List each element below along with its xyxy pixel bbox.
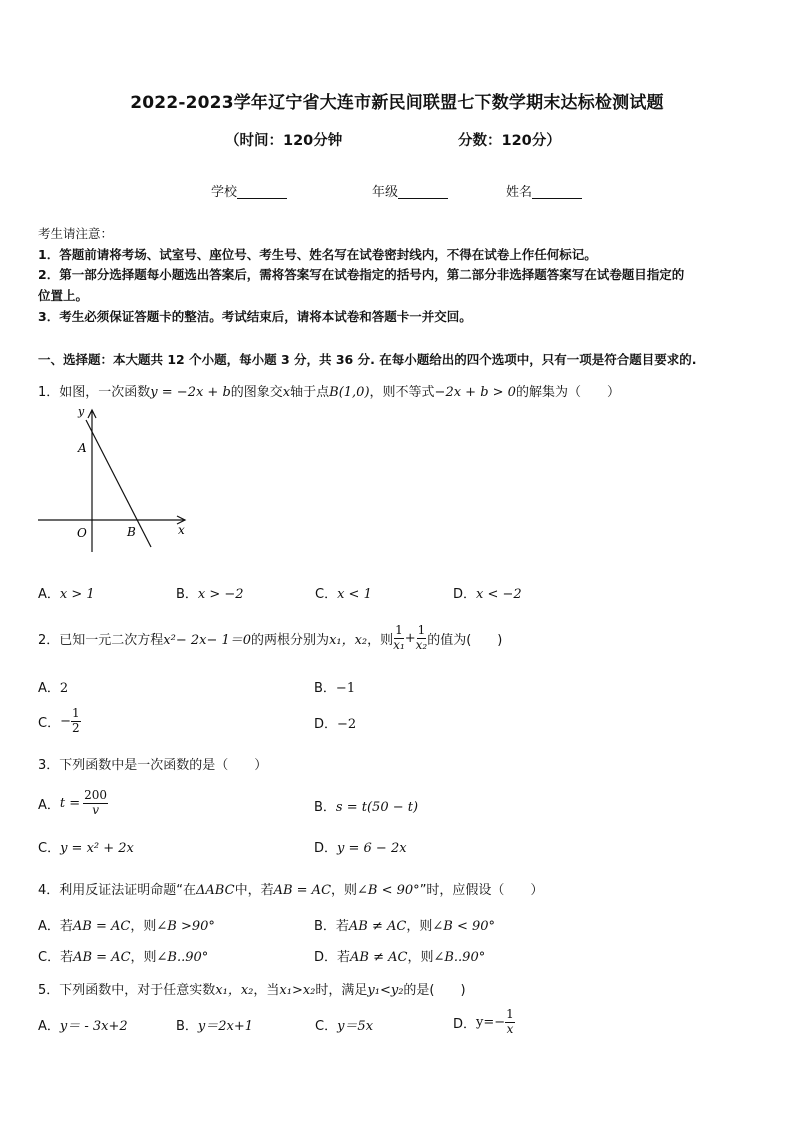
option-expr: y＝2x+1 <box>197 1019 254 1034</box>
question-3 <box>38 754 267 773</box>
point-a-label: A <box>78 441 87 455</box>
option-result: ∠B..90° <box>156 950 209 965</box>
option-expr: 2 <box>59 681 69 696</box>
q2-roots: x₁，x₂ <box>329 632 368 648</box>
q2-text: ，则 <box>367 632 394 648</box>
q1-option-c[interactable] <box>315 583 372 602</box>
option-expr: y = 6 − 2x <box>337 841 407 856</box>
q5-text: 的是( ) <box>403 983 466 998</box>
option-text: ，则 <box>130 950 157 965</box>
q1-option-d[interactable] <box>453 583 522 602</box>
option-label: C． <box>315 1019 338 1034</box>
option-fraction <box>71 707 81 736</box>
q1-text: 的图象交 <box>230 385 283 400</box>
notice-heading: 考生请注意： <box>38 226 114 241</box>
q5-option-a[interactable] <box>38 1015 128 1034</box>
q4-number: 4． <box>38 883 60 898</box>
option-text: ，则 <box>407 950 434 965</box>
option-expr: x < 1 <box>337 587 372 602</box>
q2-option-c[interactable] <box>38 703 81 739</box>
q2-plus: + <box>404 630 416 646</box>
option-expr: x > −2 <box>197 587 244 602</box>
option-label: B． <box>314 800 336 815</box>
grade-label: 年级 <box>372 185 399 200</box>
fraction-numerator: 1 <box>417 622 426 637</box>
q5-text: 时，满足 <box>315 983 368 998</box>
option-text: ，则 <box>130 919 157 934</box>
option-expr: y=− <box>476 1014 506 1030</box>
q4-text: ，则 <box>331 883 358 898</box>
q3-text: 下列函数中是一次函数的是（ ） <box>59 758 268 773</box>
option-label: D． <box>453 1016 477 1032</box>
option-label: B．若 <box>314 919 349 934</box>
q2-text: 已知一元二次方程 <box>59 632 164 648</box>
option-label: C． <box>38 715 61 731</box>
option-condition: AB = AC <box>73 950 131 965</box>
option-expr: y＝ - 3x+2 <box>59 1019 128 1034</box>
q4-condition: AB = AC <box>273 883 332 898</box>
q5-number: 5． <box>38 983 60 998</box>
exam-time: （时间：120分钟 <box>225 133 343 149</box>
q3-number: 3． <box>38 758 60 773</box>
name-blank <box>532 185 582 199</box>
q4-option-a[interactable] <box>38 915 215 934</box>
q5-condition-y: y₁<y₂ <box>367 983 404 998</box>
q3-option-b[interactable] <box>314 796 418 815</box>
fraction-numerator: 1 <box>395 622 403 637</box>
point-b-label: B <box>127 525 136 539</box>
q1-option-a[interactable] <box>38 583 95 602</box>
option-text: ，则 <box>406 919 433 934</box>
q1-graph <box>30 402 200 562</box>
school-label: 学校 <box>211 185 238 200</box>
option-label: A． <box>38 681 60 696</box>
q1-text: ，则不等式 <box>369 385 435 400</box>
q1-x-var: x <box>282 385 291 400</box>
notice-item-2-cont: 位置上。 <box>38 288 89 303</box>
option-result: ∠B < 90° <box>432 919 496 934</box>
page-title: 2022-2023学年辽宁省大连市新民间联盟七下数学期末达标检测试题 <box>130 93 664 113</box>
q4-text: 中，若 <box>234 883 274 898</box>
q1-text: 的解集为（ ） <box>515 385 620 400</box>
question-5 <box>38 979 466 998</box>
y-axis-label: y <box>78 405 85 418</box>
option-label: C． <box>38 841 61 856</box>
option-label: C．若 <box>38 950 74 965</box>
option-label: A． <box>38 1019 60 1034</box>
option-expr: x < −2 <box>476 587 522 602</box>
q4-option-b[interactable] <box>314 915 495 934</box>
option-expr: −1 <box>335 681 356 696</box>
option-label: B． <box>314 681 336 696</box>
q4-text: ”时，应假设（ ） <box>419 883 544 898</box>
school-field <box>211 181 287 200</box>
q2-option-a[interactable] <box>38 677 68 696</box>
q4-triangle: ΔABC <box>196 883 235 898</box>
q2-text: 的值为( ) <box>427 632 503 648</box>
q5-condition-x: x₁>x₂ <box>279 983 316 998</box>
option-expr: x > 1 <box>59 587 95 602</box>
q1-text: 轴于点 <box>290 385 330 400</box>
q1-inequality: −2x + b > 0 <box>434 385 516 400</box>
section-heading: 一、选择题：本大题共 12 个小题，每小题 3 分，共 36 分. 在每小题给出的四个选项中，只有一项是符合题目要求的. <box>38 352 697 367</box>
q1-number: 1． <box>38 385 60 400</box>
option-label: A． <box>38 587 60 602</box>
q3-option-d[interactable] <box>314 837 407 856</box>
grade-blank <box>398 185 448 199</box>
option-expr: y = x² + 2x <box>60 841 134 856</box>
fraction-numerator: 1 <box>71 705 80 720</box>
function-line <box>86 420 151 547</box>
fraction-denominator: x₂ <box>415 637 428 652</box>
option-expr: y＝5x <box>337 1019 374 1034</box>
question-4 <box>38 879 543 898</box>
fraction-numerator: 200 <box>84 787 108 802</box>
q1-option-b[interactable] <box>176 583 244 602</box>
school-blank <box>237 185 287 199</box>
q1-text: 如图，一次函数 <box>59 385 151 400</box>
origin-label: O <box>77 526 87 540</box>
option-expr: s = t(50 − t) <box>335 800 419 815</box>
option-label: B． <box>176 587 198 602</box>
q5-option-b[interactable] <box>176 1015 253 1034</box>
option-label: A．若 <box>38 919 73 934</box>
q4-option-c[interactable] <box>38 946 208 965</box>
name-label: 姓名 <box>506 185 533 200</box>
option-label: C． <box>315 587 338 602</box>
name-field <box>506 181 582 200</box>
option-label: B． <box>176 1019 198 1034</box>
q2-number: 2． <box>38 632 60 648</box>
q4-angle: ∠B < 90° <box>357 883 420 898</box>
option-label: D． <box>314 717 338 732</box>
fraction-denominator: v <box>92 802 99 817</box>
q2-text: 的两根分别为 <box>251 632 330 648</box>
q1-function: y = −2x + b <box>150 385 231 400</box>
q5-text: ，当 <box>253 983 280 998</box>
q5-text: 下列函数中，对于任意实数 <box>59 983 216 998</box>
q3-option-c[interactable] <box>38 837 134 856</box>
option-condition: AB = AC <box>72 919 131 934</box>
option-condition: AB ≠ AC <box>350 950 408 965</box>
option-expr: t = <box>59 795 81 811</box>
q5-vars: x₁，x₂ <box>215 983 254 998</box>
notice-item-2: 2．第一部分选择题每小题选出答案后，需将答案写在试卷指定的括号内，第二部分非选择题答案写在试卷题目指定的 <box>38 267 685 282</box>
question-1 <box>38 381 620 400</box>
option-result: ∠B..90° <box>433 950 486 965</box>
option-fraction <box>505 1008 515 1037</box>
fraction-denominator: x <box>506 1021 514 1036</box>
option-label: D．若 <box>314 950 351 965</box>
q4-option-d[interactable] <box>314 946 485 965</box>
option-condition: AB ≠ AC <box>348 919 407 934</box>
q2-option-b[interactable] <box>314 677 355 696</box>
fraction-denominator: x₁ <box>393 637 405 652</box>
q2-fraction-2 <box>416 624 428 653</box>
q5-option-c[interactable] <box>315 1015 373 1034</box>
option-label: D． <box>314 841 338 856</box>
q2-option-d[interactable] <box>314 713 356 732</box>
notice-item-1: 1．答题前请将考场、试室号、座位号、考生号、姓名写在试卷密封线内，不得在试卷上作任何标记。 <box>38 247 597 262</box>
option-result: ∠B >90° <box>156 919 215 934</box>
exam-score: 分数：120分） <box>458 133 561 149</box>
q2-equation: x²− 2x− 1＝0 <box>163 632 252 648</box>
option-expr: −2 <box>337 717 357 732</box>
grade-field <box>372 181 448 200</box>
option-label: D． <box>453 587 477 602</box>
fraction-numerator: 1 <box>506 1006 514 1021</box>
q1-point: B(1,0) <box>329 385 370 400</box>
notice-item-3: 3．考生必须保证答题卡的整洁。考试结束后，请将本试卷和答题卡一并交回。 <box>38 309 472 324</box>
q5-option-d[interactable] <box>453 1002 515 1042</box>
fraction-denominator: 2 <box>71 720 80 735</box>
option-expr: − <box>60 713 71 729</box>
x-axis-label: x <box>178 523 185 537</box>
option-label: A． <box>38 797 60 813</box>
q3-option-a[interactable] <box>38 784 108 822</box>
q4-text: 利用反证法证明命题“在 <box>59 883 197 898</box>
option-fraction <box>83 789 108 818</box>
q2-fraction-1 <box>393 624 405 653</box>
question-2 <box>38 619 502 657</box>
